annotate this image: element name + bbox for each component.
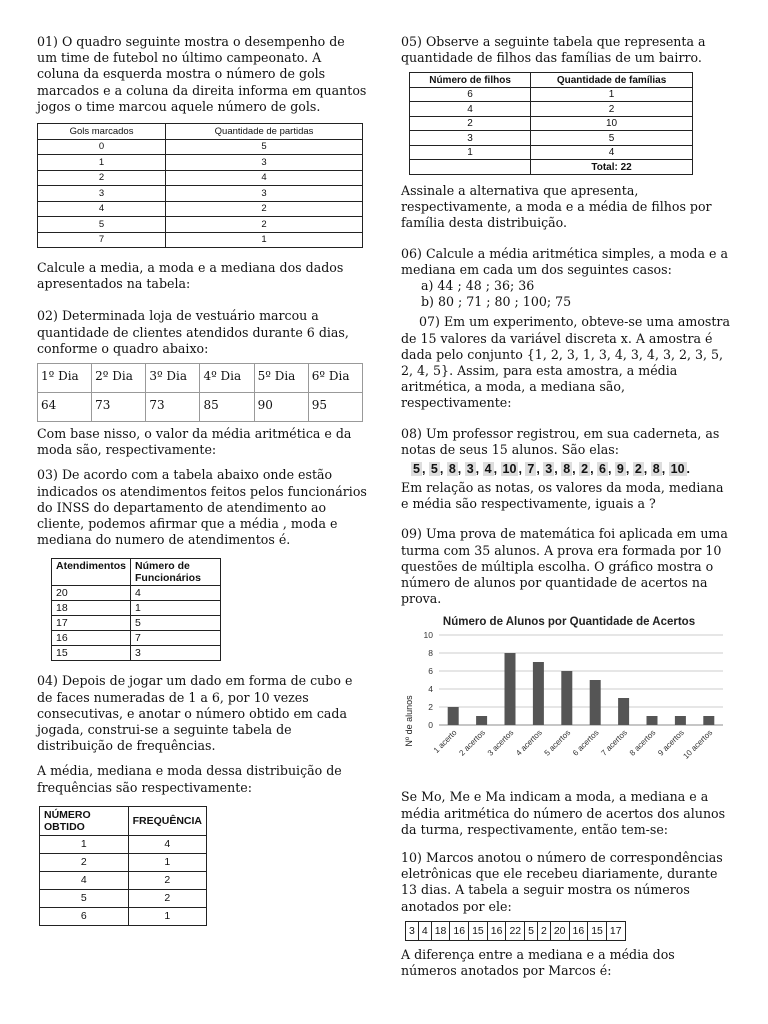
x-tick-label: 7 acertos xyxy=(599,728,630,759)
day-cell: 5º Dia xyxy=(254,364,308,393)
cell: 17 xyxy=(52,616,131,631)
x-tick-label: 6 acertos xyxy=(570,728,601,759)
bar xyxy=(618,698,629,725)
q4-header-frequencia: FREQUÊNCIA xyxy=(128,806,206,835)
q3-header-funcionarios: Número de Funcionários xyxy=(131,559,221,586)
cell: 5 xyxy=(166,139,363,155)
value-cell: 64 xyxy=(38,393,92,422)
q3-header-atendimentos: Atendimentos xyxy=(52,559,131,586)
q2-text: 02) Determinada loja de vestuário marcou a quantidade de clientes atendidos durante 6 dias, conforme o quadro abaixo: xyxy=(37,308,349,356)
cell: 4 xyxy=(128,835,206,853)
cell: 3 xyxy=(166,186,363,202)
value-cell: 2 xyxy=(537,921,550,940)
value-cell: 95 xyxy=(308,393,362,422)
value-cell: 16 xyxy=(487,921,506,940)
cell: 1 xyxy=(131,601,221,616)
table-row xyxy=(38,364,363,393)
table-row xyxy=(38,155,363,171)
q10-table xyxy=(405,921,626,941)
q1-header-partidas: Quantidade de partidas xyxy=(166,124,363,140)
bar-chart xyxy=(401,613,731,781)
q9-text: 09) Uma prova de matemática foi aplicada em uma turma com 35 alunos. A prova era formada por 10 questões de múltipla escolha. O gráfico mostra o número de alunos por quantidade de acertos na prova. xyxy=(401,526,728,607)
note: 8 xyxy=(448,461,456,476)
note: 8 xyxy=(652,461,660,476)
q6-text: 06) Calcule a média aritmética simples, a moda e a mediana em cada um dos seguintes casos: xyxy=(401,245,728,277)
table-row xyxy=(40,907,207,925)
note: 4 xyxy=(484,461,492,476)
q5-header-familias: Quantidade de famílias xyxy=(531,73,693,88)
note: 8 xyxy=(563,461,571,476)
table-row xyxy=(410,145,693,160)
note: 2 xyxy=(634,461,642,476)
cell: 2 xyxy=(38,170,166,186)
note: 6 xyxy=(599,461,606,476)
day-cell: 6º Dia xyxy=(308,364,362,393)
table-row xyxy=(52,601,221,616)
cell: 4 xyxy=(410,102,531,117)
cell: 2 xyxy=(128,871,206,889)
note: 9 xyxy=(616,461,624,476)
cell: 16 xyxy=(52,631,131,646)
table-row xyxy=(52,631,221,646)
value-cell: 90 xyxy=(254,393,308,422)
note: 10 xyxy=(502,461,517,476)
q8-notes: 5 , 5 , 8 , 3 , 4 , 10 , 7 , 3 , 8 , 2 , 6 , 9 , 2 , 8 , 10 . xyxy=(413,461,691,476)
q3-text: 03) De acordo com a tabela abaixo onde estão indicados os atendimentos feitos pelos funcionários do INSS do departamento de atendimento ao cliente, podemos afirmar que a média , moda e mediana do numero de atendimentos é. xyxy=(37,467,367,548)
cell: 1 xyxy=(128,907,206,925)
q5-question: Assinale a alternativa que apresenta, respectivamente, a moda e a média de filhos por família desta distribuição. xyxy=(401,182,712,231)
cell: 1 xyxy=(40,835,129,853)
cell: 7 xyxy=(131,631,221,646)
day-cell: 4º Dia xyxy=(200,364,254,393)
chart-title: Número de Alunos por Quantidade de Acertos xyxy=(442,616,696,629)
q10-question: A diferença entre a mediana e a média dos números anotados por Marcos é: xyxy=(401,946,675,978)
table-row xyxy=(38,186,363,202)
q4-text: 04) Depois de jogar um dado em forma de cubo e de faces numeradas de 1 a 6, por 10 vezes consecutivas, e anotar o número obtido em cada jogada, construi-se a seguinte tabela de distribuição de frequências. xyxy=(37,673,353,754)
table-row xyxy=(52,616,221,631)
q1-question: Calcule a media, a moda e a mediana dos dados apresentados na tabela: xyxy=(37,260,344,292)
y-tick-label: 0 xyxy=(428,720,433,731)
bar xyxy=(476,716,487,725)
q5-text: 05) Observe a seguinte tabela que representa a quantidade de filhos das famílias de um bairro. xyxy=(401,34,706,66)
x-tick-label: 2 acertos xyxy=(457,728,488,759)
q8-question: Em relação as notas, os valores da moda, mediana e média são respectivamente, iguais a ? xyxy=(401,479,724,512)
right-column xyxy=(401,34,733,979)
cell: 5 xyxy=(38,217,166,233)
q4-header-numero: NÚMERO OBTIDO xyxy=(40,806,129,835)
y-tick-label: 8 xyxy=(428,648,433,659)
q5-header-filhos: Número de filhos xyxy=(410,73,531,88)
cell: 5 xyxy=(531,131,693,146)
note: 7 xyxy=(527,461,535,476)
q1-header-gols: Gols marcados xyxy=(38,124,166,140)
q9-question: Se Mo, Me e Ma indicam a moda, a mediana e a média aritmética do número de acertos dos alunos da turma, respectivamente, então tem-se: xyxy=(401,789,726,837)
value-cell: 18 xyxy=(431,921,450,940)
cell: 2 xyxy=(166,201,363,217)
cell: 6 xyxy=(40,907,129,925)
table-row xyxy=(410,116,693,131)
q5-table xyxy=(409,72,693,175)
table-row xyxy=(40,853,207,871)
q2-question: Com base nisso, o valor da média aritmética e da moda são, respectivamente: xyxy=(37,426,352,458)
day-cell: 3º Dia xyxy=(146,364,200,393)
cell: 18 xyxy=(52,601,131,616)
x-tick-label: 5 acertos xyxy=(542,728,573,759)
cell: 3 xyxy=(410,131,531,146)
value-cell: 16 xyxy=(450,921,469,940)
table-row xyxy=(40,889,207,907)
bar xyxy=(703,716,714,725)
note: 2 xyxy=(581,461,589,476)
value-cell: 20 xyxy=(550,921,569,940)
cell: 4 xyxy=(131,586,221,601)
table-row xyxy=(38,217,363,233)
note: 3 xyxy=(545,461,553,476)
cell: 7 xyxy=(38,232,166,248)
bar xyxy=(590,680,601,725)
q9-chart xyxy=(401,613,733,785)
cell: 5 xyxy=(40,889,129,907)
q6-case-a: a) 44 ; 48 ; 36; 36 xyxy=(421,277,535,293)
bar xyxy=(448,707,459,725)
table-row xyxy=(410,102,693,117)
chart-ylabel: Nº de alunos xyxy=(404,695,414,748)
cell: 4 xyxy=(38,201,166,217)
q1-table xyxy=(37,123,363,248)
y-tick-label: 10 xyxy=(423,630,433,641)
cell: 15 xyxy=(52,646,131,661)
day-cell: 2º Dia xyxy=(92,364,146,393)
table-row xyxy=(52,646,221,661)
bar xyxy=(561,671,572,725)
value-cell: 73 xyxy=(146,393,200,422)
note: 5 xyxy=(413,461,420,476)
value-cell: 5 xyxy=(525,921,538,940)
note: 3 xyxy=(466,461,474,476)
cell: 3 xyxy=(131,646,221,661)
cell: 4 xyxy=(531,145,693,160)
value-cell: 73 xyxy=(92,393,146,422)
y-tick-label: 4 xyxy=(428,684,433,695)
cell: 1 xyxy=(410,145,531,160)
table-row xyxy=(38,139,363,155)
x-tick-label: 9 acertos xyxy=(656,728,686,759)
bar xyxy=(533,662,544,725)
empty-cell xyxy=(410,160,531,175)
cell: 3 xyxy=(38,186,166,202)
table-row xyxy=(410,87,693,102)
bar xyxy=(675,716,686,725)
q10-text: 10) Marcos anotou o número de correspondências eletrônicas que ele recebeu diariamente, durante 13 dias. A tabela a seguir mostra os números anotados por ele: xyxy=(401,849,723,914)
x-tick-label: 10 acertos xyxy=(681,728,715,762)
left-column xyxy=(37,34,367,926)
cell: 4 xyxy=(166,170,363,186)
table-row xyxy=(410,160,693,175)
table-row xyxy=(38,201,363,217)
cell: 20 xyxy=(52,586,131,601)
q3-table xyxy=(51,558,221,661)
cell: 10 xyxy=(531,116,693,131)
x-tick-label: 8 acertos xyxy=(627,728,658,759)
table-row xyxy=(52,586,221,601)
q4-question: A média, mediana e moda dessa distribuição de frequências são respectivamente: xyxy=(37,763,342,795)
note: 5 xyxy=(430,461,438,476)
q7-text: 07) Em um experimento, obteve-se uma amostra de 15 valores da variável discreta x. A amostra é dada pelo conjunto {1, 2, 3, 1, 3, 4, 3, 4, 3, 2, 3, 5, 2, 4, 5}. Assim, para esta amostra, a média aritmética, a moda, a mediana são, respectivamente: xyxy=(401,314,730,411)
table-row xyxy=(38,232,363,248)
table-row xyxy=(38,170,363,186)
note: 10 xyxy=(670,461,685,476)
value-cell: 15 xyxy=(469,921,488,940)
q8-text: 08) Um professor registrou, em sua caderneta, as notas de seus 15 alunos. São elas: xyxy=(401,425,720,457)
cell: 1 xyxy=(531,87,693,102)
cell: 5 xyxy=(131,616,221,631)
value-cell: 15 xyxy=(588,921,607,940)
q2-table xyxy=(37,363,363,422)
y-tick-label: 2 xyxy=(428,702,433,713)
value-cell: 4 xyxy=(418,921,431,940)
value-cell: 3 xyxy=(406,921,419,940)
value-cell: 16 xyxy=(569,921,588,940)
q4-table xyxy=(39,806,207,926)
q1-text: 01) O quadro seguinte mostra o desempenho de um time de futebol no último campeonato. A coluna da esquerda mostra o número de gols marcados e a coluna da direita informa em quantos jogos o time marcou aquele número de gols. xyxy=(37,34,367,114)
x-tick-label: 3 acertos xyxy=(485,728,516,759)
table-row xyxy=(410,131,693,146)
bar xyxy=(505,653,516,725)
cell: 2 xyxy=(531,102,693,117)
cell: 2 xyxy=(40,853,129,871)
x-tick-label: 1 acerto xyxy=(431,728,459,756)
q5-total: Total: 22 xyxy=(531,160,693,175)
value-cell: 17 xyxy=(606,921,625,940)
cell: 1 xyxy=(166,232,363,248)
bar xyxy=(647,716,658,725)
cell: 1 xyxy=(38,155,166,171)
value-cell: 22 xyxy=(506,921,525,940)
cell: 2 xyxy=(410,116,531,131)
y-tick-label: 6 xyxy=(428,666,433,677)
cell: 2 xyxy=(166,217,363,233)
table-row xyxy=(406,921,626,940)
cell: 2 xyxy=(128,889,206,907)
table-row xyxy=(40,871,207,889)
cell: 4 xyxy=(40,871,129,889)
cell: 1 xyxy=(128,853,206,871)
q6-case-b: b) 80 ; 71 ; 80 ; 100; 75 xyxy=(421,294,572,310)
table-row xyxy=(38,393,363,422)
x-tick-label: 4 acertos xyxy=(514,728,544,759)
table-row xyxy=(40,835,207,853)
cell: 3 xyxy=(166,155,363,171)
value-cell: 85 xyxy=(200,393,254,422)
cell: 0 xyxy=(38,139,166,155)
day-cell: 1º Dia xyxy=(38,364,92,393)
cell: 6 xyxy=(410,87,531,102)
